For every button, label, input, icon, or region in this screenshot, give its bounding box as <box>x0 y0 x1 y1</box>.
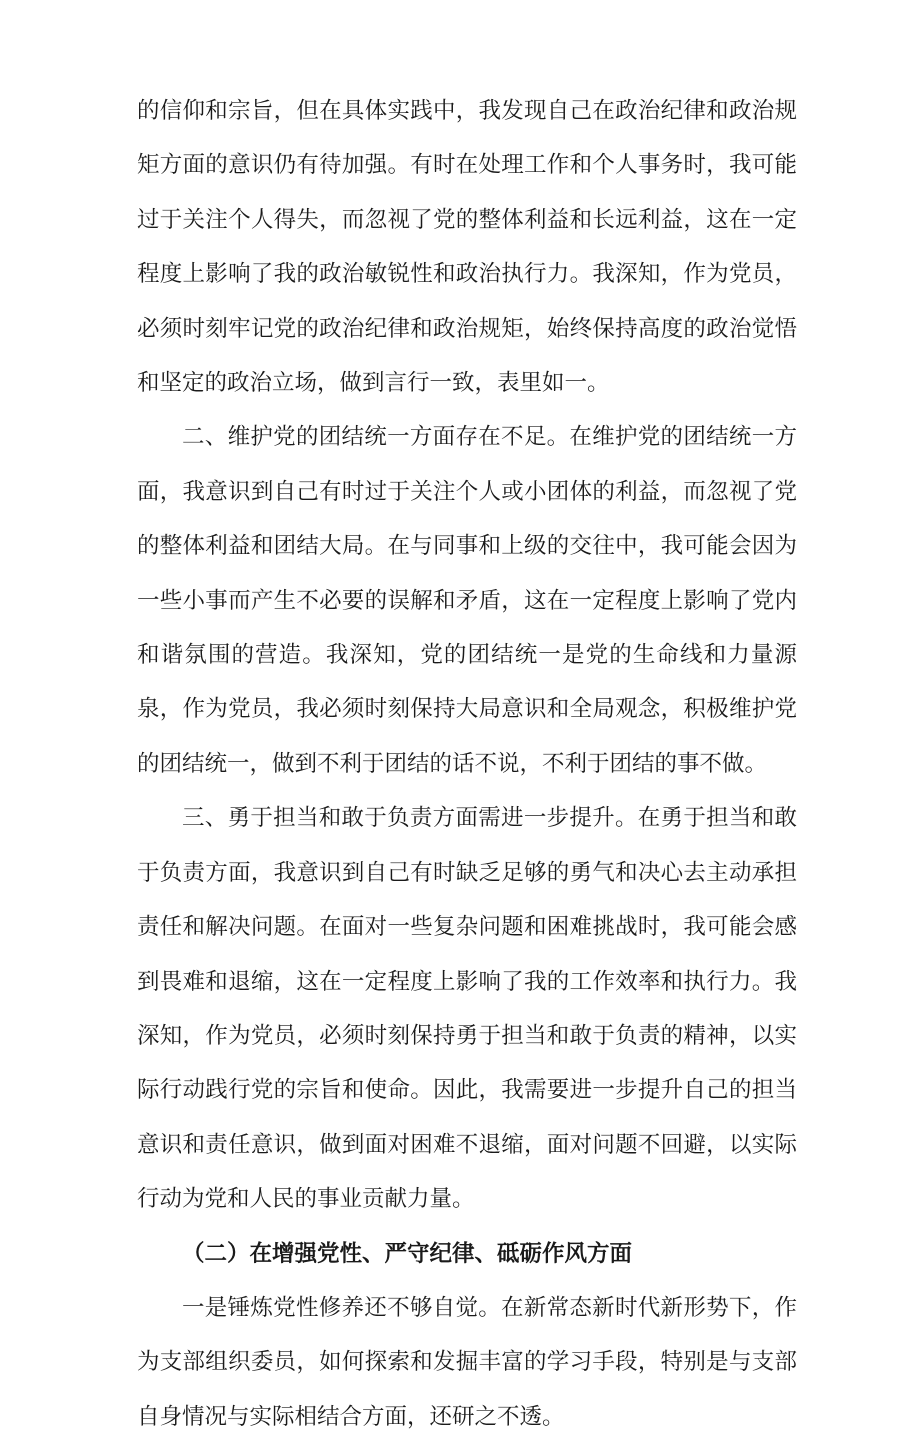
paragraph-party-unity: 二、维护党的团结统一方面存在不足。在维护党的团结统一方面，我意识到自己有时过于关注个人或小团体的利益，而忽视了党的整体利益和团结大局。在与同事和上级的交往中，我可能会因为一些小事而产生不必要的误解和矛盾，这在一定程度上影响了党内和谐氛围的营造。我深知，党的团结统一是党的生命线和力量源泉，作为党员，我必须时刻保持大局意识和全局观念，积极维护党的团结统一，做到不利于团结的话不说，不利于团结的事不做。 <box>137 424 797 777</box>
paragraph-responsibility: 三、勇于担当和敢于负责方面需进一步提升。在勇于担当和敢于负责方面，我意识到自己有时缺乏足够的勇气和决心去主动承担责任和解决问题。在面对一些复杂问题和困难挑战时，我可能会感到畏难和退缩，这在一定程度上影响了我的工作效率和执行力。我深知，作为党员，必须时刻保持勇于担当和敢于负责的精神，以实际行动践行党的宗旨和使命。因此，我需要进一步提升自己的担当意识和责任意识，做到面对困难不退缩，面对问题不回避，以实际行动为党和人民的事业贡献力量。 <box>137 805 797 1213</box>
paragraph-continuation: 的信仰和宗旨，但在具体实践中，我发现自己在政治纪律和政治规矩方面的意识仍有待加强。有时在处理工作和个人事务时，我可能过于关注个人得失，而忽视了党的整体利益和长远利益，这在一定程度上影响了我的政治敏锐性和政治执行力。我深知，作为党员，必须时刻牢记党的政治纪律和政治规矩，始终保持高度的政治觉悟和坚定的政治立场，做到言行一致，表里如一。 <box>137 98 797 397</box>
section-heading: （二）在增强党性、严守纪律、砥砺作风方面 <box>182 1240 633 1267</box>
paragraph-party-spirit: 一是锤炼党性修养还不够自觉。在新常态新时代新形势下，作为支部组织委员，如何探索和发掘丰富的学习手段，特别是与支部自身情况与实际相结合方面，还研之不透。 <box>137 1294 797 1430</box>
document-body <box>137 84 797 1444</box>
